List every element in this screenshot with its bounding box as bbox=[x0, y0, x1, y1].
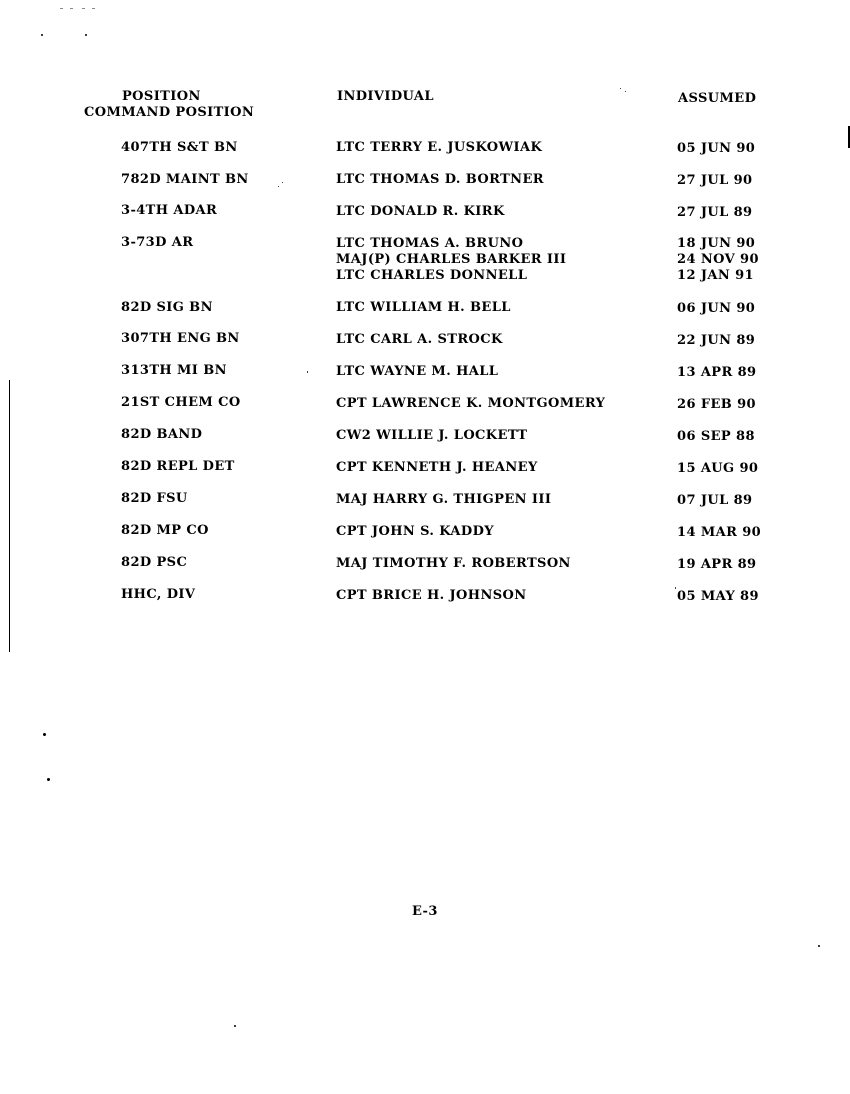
header-position: POSITION bbox=[122, 89, 201, 104]
header-command-position: COMMAND POSITION bbox=[84, 105, 255, 120]
scan-speck bbox=[82, 8, 85, 9]
table-row-date: 18 JUN 90 bbox=[677, 236, 756, 251]
table-row-unit: 313TH MI BN bbox=[121, 363, 227, 378]
table-row-unit: 307TH ENG BN bbox=[121, 331, 240, 346]
table-row-date: 06 SEP 88 bbox=[677, 429, 755, 444]
table-row-date: 06 JUN 90 bbox=[677, 301, 756, 316]
table-row-individual: MAJ TIMOTHY F. ROBERTSON bbox=[336, 556, 571, 571]
scan-edge-line bbox=[9, 380, 10, 652]
table-row-individual: LTC CARL A. STROCK bbox=[336, 332, 503, 347]
table-row-date: 27 JUL 90 bbox=[677, 173, 753, 188]
table-row-date: 24 NOV 90 bbox=[677, 252, 759, 267]
table-row-individual: LTC THOMAS A. BRUNO bbox=[336, 236, 524, 251]
table-row-unit: 82D MP CO bbox=[121, 523, 209, 538]
table-row-date: 14 MAR 90 bbox=[677, 525, 762, 540]
table-row-unit: 82D PSC bbox=[121, 555, 188, 570]
table-row-individual: CW2 WILLIE J. LOCKETT bbox=[336, 428, 528, 443]
table-row-individual: MAJ(P) CHARLES BARKER III bbox=[336, 252, 567, 267]
table-row-unit: HHC, DIV bbox=[121, 587, 196, 602]
scan-speck bbox=[92, 8, 95, 9]
scan-speck bbox=[85, 34, 87, 36]
table-row-unit: 82D BAND bbox=[121, 427, 203, 442]
table-row-individual: LTC WILLIAM H. BELL bbox=[336, 300, 511, 315]
scan-speck bbox=[234, 1025, 236, 1027]
table-row-unit: 407TH S&T BN bbox=[121, 140, 238, 155]
scan-speck bbox=[307, 371, 308, 373]
table-row-date: 13 APR 89 bbox=[677, 365, 757, 380]
table-row-date: 12 JAN 91 bbox=[677, 268, 754, 283]
table-row-date: 05 MAY 89 bbox=[677, 589, 759, 604]
scan-speck bbox=[60, 8, 63, 9]
scan-speck bbox=[282, 182, 283, 183]
scan-speck bbox=[47, 778, 50, 781]
table-row-date: 05 JUN 90 bbox=[677, 141, 756, 156]
header-individual: INDIVIDUAL bbox=[337, 89, 434, 104]
table-row-unit: 21ST CHEM CO bbox=[121, 395, 241, 410]
scan-speck bbox=[43, 733, 46, 736]
table-row-individual: LTC DONALD R. KIRK bbox=[336, 204, 505, 219]
scan-speck bbox=[818, 945, 820, 947]
table-row-date: 27 JUL 89 bbox=[677, 205, 753, 220]
table-row-date: 15 AUG 90 bbox=[677, 461, 759, 476]
scan-speck bbox=[620, 88, 621, 89]
table-row-individual: CPT BRICE H. JOHNSON bbox=[336, 588, 527, 603]
table-row-individual: LTC WAYNE M. HALL bbox=[336, 364, 499, 379]
table-row-date: 26 FEB 90 bbox=[677, 397, 756, 412]
table-row-unit: 82D FSU bbox=[121, 491, 188, 506]
table-row-individual: LTC THOMAS D. BORTNER bbox=[336, 172, 544, 187]
table-row-unit: 82D SIG BN bbox=[121, 300, 213, 315]
table-row-date: 22 JUN 89 bbox=[677, 333, 756, 348]
table-row-unit: 82D REPL DET bbox=[121, 459, 235, 474]
table-row-individual: CPT KENNETH J. HEANEY bbox=[336, 460, 538, 475]
table-row-unit: 782D MAINT BN bbox=[121, 172, 249, 187]
scan-speck bbox=[278, 186, 279, 187]
table-row-unit: 3-4TH ADAR bbox=[121, 203, 218, 218]
scan-speck bbox=[675, 587, 676, 589]
table-row-individual: MAJ HARRY G. THIGPEN III bbox=[336, 492, 552, 507]
table-row-date: 07 JUL 89 bbox=[677, 493, 753, 508]
table-row-individual: CPT JOHN S. KADDY bbox=[336, 524, 494, 539]
header-assumed: ASSUMED bbox=[678, 91, 757, 106]
page-number: E-3 bbox=[412, 904, 438, 919]
scan-speck bbox=[70, 8, 73, 9]
table-row-date: 19 APR 89 bbox=[677, 557, 757, 572]
table-row-unit: 3-73D AR bbox=[121, 235, 194, 250]
table-row-individual: LTC TERRY E. JUSKOWIAK bbox=[336, 140, 543, 155]
table-row-individual: CPT LAWRENCE K. MONTGOMERY bbox=[336, 396, 606, 411]
scan-speck bbox=[625, 91, 626, 92]
table-row-individual: LTC CHARLES DONNELL bbox=[336, 268, 528, 283]
scan-speck bbox=[41, 34, 43, 36]
